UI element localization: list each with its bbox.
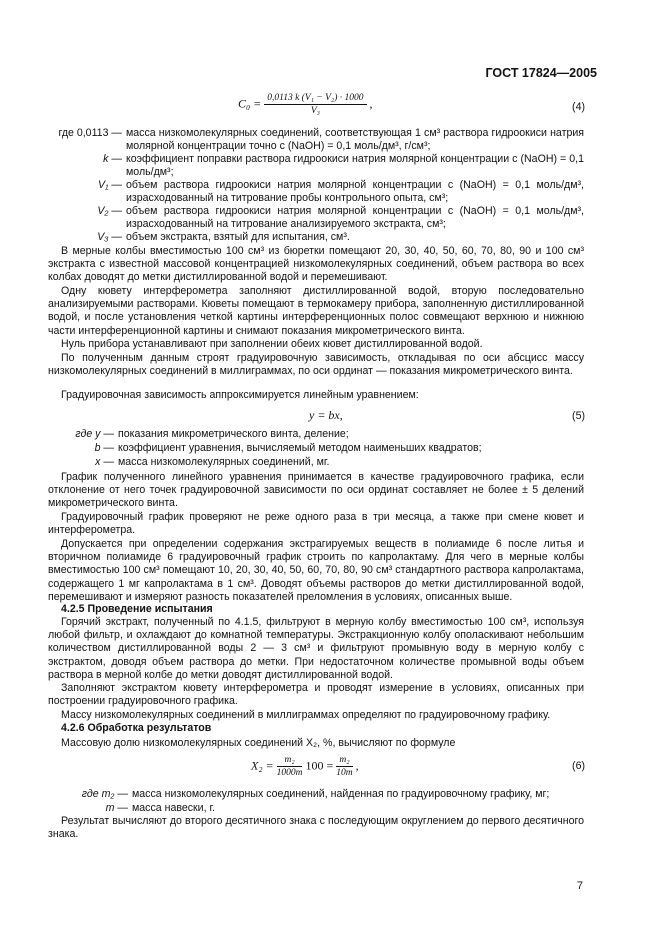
formula-4-lhs: C₀ =	[238, 96, 262, 111]
def5-text-1: коэффициент уравнения, вычисляемый методом наименьших квадратов;	[118, 442, 482, 454]
paragraph-11: Массу низкомолекулярных соединений в миллиграммах определяют по градуировочному графику.	[61, 709, 551, 721]
formula-4-denominator: V₃	[310, 106, 320, 116]
formula-5-number: (5)	[572, 410, 585, 422]
paragraph-1: В мерные колбы вместимостью 100 см³ из бюретки помещают 20, 30, 40, 50, 60, 70, 80, 90 и 100 см³ экстракта с известной массовой концентрацией низкомолекулярных соединений, объем раствора во всех колбах доводят до метки дистиллированной водой и перемешивают.	[48, 245, 584, 284]
formula-4-number: (4)	[572, 101, 585, 113]
paragraph-8: Допускается при определении содержания экстрагируемых веществ в полиамиде 6 после литья и вторичном полиамиде 6 градуировочный график строить по капролактаму. Для чего в мерные колбы вместимостью 100 см³ помещают 10, 20, 30, 40, 50, 60, 70, 80, 90 см³ стандартного раствора капролактама, содержащего 1 мг капролактама в 1 см³. Доводят объемы растворов до метки дистиллированной водой, перемешивают и измеряют разность показателей преломления в условиях, описанных выше.	[48, 538, 584, 603]
formula-6-number: (6)	[572, 760, 585, 772]
def6-text-0: масса низкомолекулярных соединений, найденная по градуировочному графику, мг;	[132, 788, 550, 800]
formula-6-num2: m₂	[336, 755, 352, 767]
def4-sym-4: V₃ —	[97, 231, 122, 243]
def5-text-0: показания микрометрического винта, деление;	[118, 428, 349, 440]
formula-6-den2: 10m	[336, 768, 353, 778]
paragraph-9: Горячий экстракт, полученный по 4.1.5, фильтруют в мерную колбу вместимостью 100 см³, используя любой фильтр, и охлаждают до комнатной температуры. Экстракционную колбу ополаскивают небольшим количеством дистиллированной воды 2 — 3 см³ и фильтруют промывную воду в мерную колбу с экстрактом, доводя объем раствора до метки. При недостаточном количестве промывной воды объем раствора в мерной колбе до метки доводят дистиллированной водой.	[48, 616, 584, 681]
def4-sym-1: k —	[103, 153, 122, 165]
paragraph-10: Заполняют экстрактом кювету интерферометра и проводят измерение в условиях, описанных при построении градуировочного графика.	[48, 682, 584, 708]
def4-text-1: коэффициент поправки раствора гидроокиси натрия молярной концентрации с (NaOH) = 0,1 моль/дм³;	[126, 153, 584, 179]
def4-text-4: объем экстракта, взятый для испытания, см³.	[126, 231, 350, 243]
def6-text-1: масса навески, г.	[132, 802, 215, 814]
paragraph-6: График полученного линейного уравнения принимается в качестве градуировочного графика, если отклонение от него точек градуировочной зависимости по оси ординат составляет не более ± 5 делений микрометрического винта.	[48, 471, 584, 510]
def4-text-3: объем раствора гидроокиси натрия молярной концентрации с (NaOH) = 0,1 моль/дм³, израсходованный на титрование анализируемого экстракта, см³;	[126, 205, 584, 231]
formula-6-num1: m₂	[277, 755, 303, 767]
formula-6-mid: 100 =	[305, 758, 334, 773]
page-number: 7	[576, 880, 583, 892]
formula-6-tail: ,	[355, 758, 359, 773]
standard-header: ГОСТ 17824—2005	[485, 66, 597, 80]
def4-sym-3: V₂ —	[97, 205, 122, 217]
def5-sym-0: где y —	[75, 428, 114, 440]
section-4-2-5-heading: 4.2.5 Проведение испытания	[61, 603, 213, 615]
def6-sym-1: m —	[105, 802, 128, 814]
def6-sym-0: где m₂ —	[81, 788, 128, 800]
formula-4-numerator: 0,0113 k (V₁ − V₂) · 1000	[264, 93, 366, 105]
def4-text-2: объем раствора гидроокиси натрия молярной концентрации с (NaOH) = 0,1 моль/дм³, израсходованный на титрование пробы контрольного опыта, см³;	[126, 179, 584, 205]
formula-6-den1: 1000m	[276, 768, 303, 778]
formula-5: y = bx,	[309, 408, 343, 422]
paragraph-5: Градуировочная зависимость аппроксимируется линейным уравнением:	[61, 389, 419, 401]
paragraph-12: Массовую долю низкомолекулярных соединений X₂, %, вычисляют по формуле	[61, 737, 456, 749]
formula-6	[251, 755, 359, 778]
formula-4-tail: ,	[369, 96, 373, 111]
paragraph-4: По полученным данным строят градуировочную зависимость, откладывая по оси абсцисс массу низкомолекулярных соединений в миллиграммах, по оси ординат — показания микрометрического винта.	[48, 352, 584, 378]
def4-text-0: масса низкомолекулярных соединений, соответствующая 1 см³ раствора гидроокиси натрия молярной концентрации точно с (NaOH) = 0,1 моль/дм³, г/см³;	[126, 127, 584, 153]
paragraph-3: Нуль прибора устанавливают при заполнении обеих кювет дистиллированной водой.	[61, 338, 483, 350]
def5-text-2: масса низкомолекулярных соединений, мг.	[118, 456, 330, 468]
def5-sym-2: x —	[95, 456, 114, 468]
paragraph-7: Градуировочный график проверяют не реже одного раза в три месяца, а также при смене кювет и интерферометра.	[48, 511, 584, 537]
formula-4	[238, 93, 373, 116]
def4-sym-0: где 0,0113 —	[58, 127, 122, 139]
def4-sym-2: V₁ —	[98, 179, 122, 191]
formula-6-lhs: X₂ =	[251, 758, 274, 773]
paragraph-13: Результат вычисляют до второго десятичного знака с последующим округлением до первого десятичного знака.	[48, 815, 584, 841]
section-4-2-6-heading: 4.2.6 Обработка результатов	[61, 722, 212, 734]
paragraph-2: Одну кювету интерферометра заполняют дистиллированной водой, вторую последовательно анализируемыми растворами. Кюветы помещают в термокамеру прибора, заполненную дистиллированной водой, и после установления четкой картины интерференционных полос совмещают верхнюю и нижнюю части интерференционной картины и снимают показания микрометрического винта.	[48, 285, 584, 337]
def5-sym-1: b —	[94, 442, 114, 454]
